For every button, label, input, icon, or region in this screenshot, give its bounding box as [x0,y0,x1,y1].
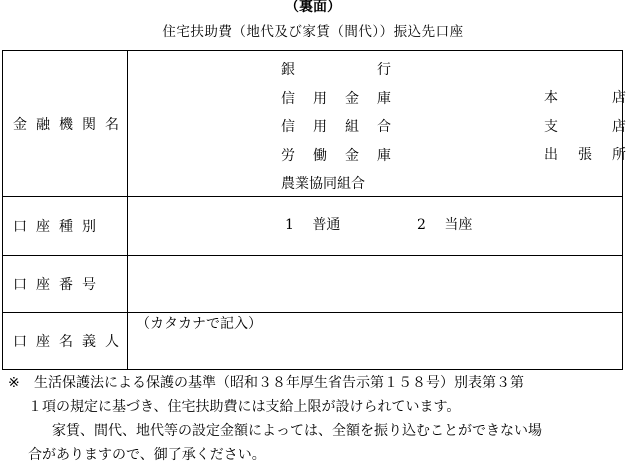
account-type-option-ordinary-number: 1 [285,217,294,233]
account-holder-label: 口座名義人 [3,313,128,370]
account-holder-field[interactable] [128,313,623,370]
institution-type-bank[interactable]: 銀 行 [281,62,391,78]
institution-type-ja[interactable]: 農業協同組合 [281,176,365,192]
account-number-label: 口座番号 [3,256,128,313]
institution-type-list [281,60,391,203]
footnote-line-2: １項の規定に基づき、住宅扶助費には支給上限が設けられています。 [28,399,461,415]
account-holder-note: （カタカナで記入） [136,316,262,332]
footnote [8,371,620,467]
page-title: 住宅扶助費（地代及び家賃（間代））振込先口座 [162,24,464,40]
branch-type-sub-branch[interactable]: 出張所 [544,147,626,163]
institution-type-rokin[interactable]: 労働金庫 [281,147,391,164]
account-number-field[interactable] [128,256,623,313]
account-type-row [3,197,623,256]
institution-row [3,51,623,197]
institution-label: 金融機関名 [3,51,128,197]
institution-type-shinkin[interactable]: 信用金庫 [281,90,391,107]
footnote-mark: ※ [8,375,20,391]
institution-field[interactable] [128,51,626,197]
account-type-option-ordinary-label: 普通 [312,217,341,233]
institution-type-shinkumi[interactable]: 信用組合 [281,119,391,135]
branch-type-branch[interactable]: 支 店 [544,118,626,135]
branch-type-list [544,88,626,174]
account-type-label: 口座種別 [3,197,128,256]
account-type-field[interactable] [128,197,623,256]
account-holder-row [3,313,623,370]
footnote-line-1 [8,371,620,395]
footnote-line-3: 家賃、間代、地代等の設定金額によっては、全額を振り込むことができない場 [52,423,542,439]
page-side-label: （裏面） [285,0,341,15]
account-type-option-current[interactable] [417,215,472,235]
account-number-row [3,256,623,313]
bank-account-table [2,50,626,370]
account-type-option-current-label: 当座 [444,217,473,233]
account-type-option-current-number: 2 [417,217,426,233]
account-type-option-ordinary[interactable] [285,215,340,235]
footnote-line-1-text: 生活保護法による保護の基準（昭和３８年厚生省告示第１５８号）別表第３第 [34,375,524,391]
branch-type-head-office[interactable]: 本 店 [544,90,626,106]
footnote-line-4: 合がありますので、御了承ください。 [28,447,266,463]
